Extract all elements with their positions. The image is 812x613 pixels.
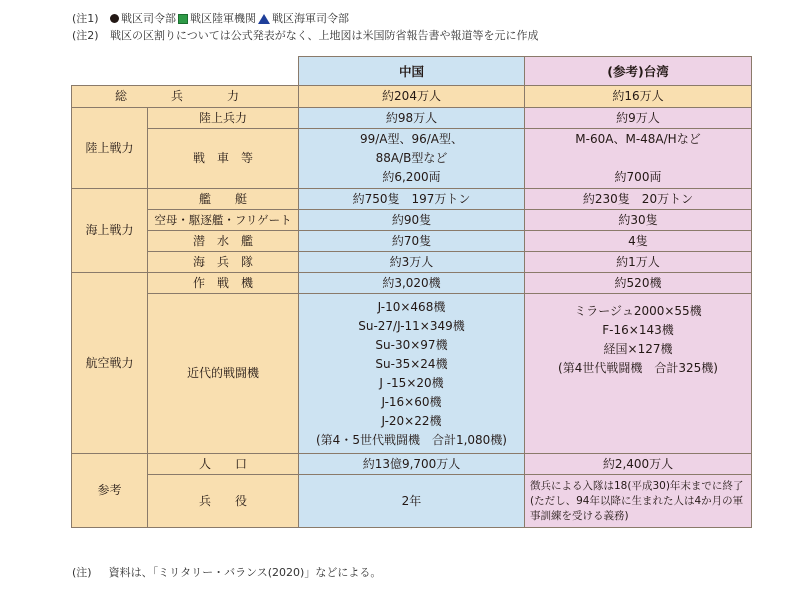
fighter-china-line: Su-30×97機 bbox=[375, 337, 448, 352]
tanks-china-line: 88A/B型など bbox=[375, 151, 448, 165]
note-1 bbox=[72, 10, 539, 27]
tanks-china bbox=[299, 129, 525, 189]
fighter-taiwan-total: (第4世代戦闘機 合計325機) bbox=[558, 361, 718, 375]
legend-hq bbox=[110, 10, 176, 27]
tanks-taiwan-line: 約700両 bbox=[614, 170, 662, 184]
tanks-taiwan bbox=[525, 129, 752, 189]
service-taiwan-line: 事訓練を受ける義務) bbox=[530, 509, 629, 522]
total-taiwan: 約16万人 bbox=[525, 86, 752, 108]
footer-label: (注) bbox=[72, 566, 92, 579]
legend-army bbox=[178, 10, 256, 27]
row-ships bbox=[72, 189, 752, 210]
modern-fighters-china bbox=[299, 294, 525, 454]
row-tanks bbox=[72, 129, 752, 189]
fighter-china-line: J -15×20機 bbox=[379, 375, 444, 390]
ground-troops-taiwan: 約9万人 bbox=[525, 108, 752, 129]
row-aircraft bbox=[72, 273, 752, 294]
population-china: 約13億9,700万人 bbox=[299, 454, 525, 475]
ships-taiwan: 約230隻 20万トン bbox=[525, 189, 752, 210]
ground-category: 陸上戦力 bbox=[72, 108, 148, 189]
military-comparison-table bbox=[71, 56, 752, 528]
service-label: 兵 役 bbox=[148, 475, 299, 528]
col-china-header: 中国 bbox=[299, 57, 525, 86]
aircraft-taiwan: 約520機 bbox=[525, 273, 752, 294]
ships-china: 約750隻 197万トン bbox=[299, 189, 525, 210]
legend-army-text: 戦区陸軍機関 bbox=[190, 12, 256, 25]
legend-hq-text: 戦区司令部 bbox=[121, 12, 176, 25]
row-destroyers bbox=[72, 210, 752, 231]
marines-taiwan: 約1万人 bbox=[525, 252, 752, 273]
row-ground-troops bbox=[72, 108, 752, 129]
maritime-category: 海上戦力 bbox=[72, 189, 148, 273]
note-1-label: (注1) bbox=[72, 12, 99, 25]
fighter-taiwan-line: 経国×127機 bbox=[603, 342, 673, 356]
header-row bbox=[72, 57, 752, 86]
marines-china: 約3万人 bbox=[299, 252, 525, 273]
submarines-taiwan: 4隻 bbox=[525, 231, 752, 252]
fighter-china-line: J-10×468機 bbox=[377, 299, 446, 314]
submarines-china: 約70隻 bbox=[299, 231, 525, 252]
header-blank bbox=[72, 57, 299, 86]
total-china: 約204万人 bbox=[299, 86, 525, 108]
service-taiwan bbox=[525, 475, 752, 528]
marines-label: 海 兵 隊 bbox=[148, 252, 299, 273]
row-marines bbox=[72, 252, 752, 273]
row-service bbox=[72, 475, 752, 528]
fighter-taiwan-line: F-16×143機 bbox=[602, 323, 674, 337]
fighter-china-line: Su-27/J-11×349機 bbox=[358, 318, 465, 333]
aircraft-label: 作 戦 機 bbox=[148, 273, 299, 294]
black-circle-icon bbox=[110, 14, 119, 23]
fighter-taiwan-line: ミラージュ2000×55機 bbox=[574, 304, 702, 318]
reference-category: 参考 bbox=[72, 454, 148, 528]
legend-navy bbox=[258, 10, 349, 27]
note-2-text: 戦区の区割りについては公式発表がなく、上地図は米国防省報告書や報道等を元に作成 bbox=[110, 29, 539, 42]
air-category: 航空戦力 bbox=[72, 273, 148, 454]
service-taiwan-line: 徴兵による入隊は18(平成30)年末までに終了 bbox=[530, 479, 744, 492]
tanks-china-line: 99/A型、96/A型、 bbox=[359, 132, 464, 146]
notes bbox=[72, 10, 539, 44]
green-square-icon bbox=[178, 14, 188, 24]
ground-troops-label: 陸上兵力 bbox=[148, 108, 299, 129]
fighter-china-line: Su-35×24機 bbox=[375, 356, 448, 371]
submarines-label: 潜 水 艦 bbox=[148, 231, 299, 252]
tanks-taiwan-spacer bbox=[529, 149, 747, 168]
destroyers-taiwan: 約30隻 bbox=[525, 210, 752, 231]
ground-troops-china: 約98万人 bbox=[299, 108, 525, 129]
modern-fighters-taiwan bbox=[525, 294, 752, 454]
footer-text: 資料は、「ミリタリー・バランス(2020)」などによる。 bbox=[108, 566, 382, 579]
destroyers-label: 空母・駆逐艦・フリゲート bbox=[148, 210, 299, 231]
population-taiwan: 約2,400万人 bbox=[525, 454, 752, 475]
fighter-china-line: J-16×60機 bbox=[381, 394, 442, 409]
blue-triangle-icon bbox=[258, 14, 270, 24]
fighter-china-line: J-20×22機 bbox=[381, 413, 442, 428]
service-china: 2年 bbox=[299, 475, 525, 528]
total-label: 総 兵 力 bbox=[72, 86, 299, 108]
modern-fighters-label: 近代的戦闘機 bbox=[148, 294, 299, 454]
row-population bbox=[72, 454, 752, 475]
tanks-taiwan-line: M-60A、M-48A/Hなど bbox=[575, 132, 701, 146]
note-2 bbox=[72, 27, 539, 44]
note-2-label: (注2) bbox=[72, 29, 99, 42]
row-modern-fighters bbox=[72, 294, 752, 454]
service-taiwan-line: (ただし、94年以降に生まれた人は4か月の軍 bbox=[530, 494, 744, 507]
population-label: 人 口 bbox=[148, 454, 299, 475]
row-total bbox=[72, 86, 752, 108]
aircraft-china: 約3,020機 bbox=[299, 273, 525, 294]
destroyers-china: 約90隻 bbox=[299, 210, 525, 231]
tanks-china-line: 約6,200両 bbox=[382, 170, 441, 184]
tanks-label: 戦 車 等 bbox=[148, 129, 299, 189]
fighter-china-total: (第4・5世代戦闘機 合計1,080機) bbox=[316, 432, 507, 447]
row-submarines bbox=[72, 231, 752, 252]
footer-note bbox=[72, 564, 381, 580]
legend-navy-text: 戦区海軍司令部 bbox=[272, 12, 349, 25]
col-taiwan-header: (参考)台湾 bbox=[525, 57, 752, 86]
ships-label: 艦 艇 bbox=[148, 189, 299, 210]
